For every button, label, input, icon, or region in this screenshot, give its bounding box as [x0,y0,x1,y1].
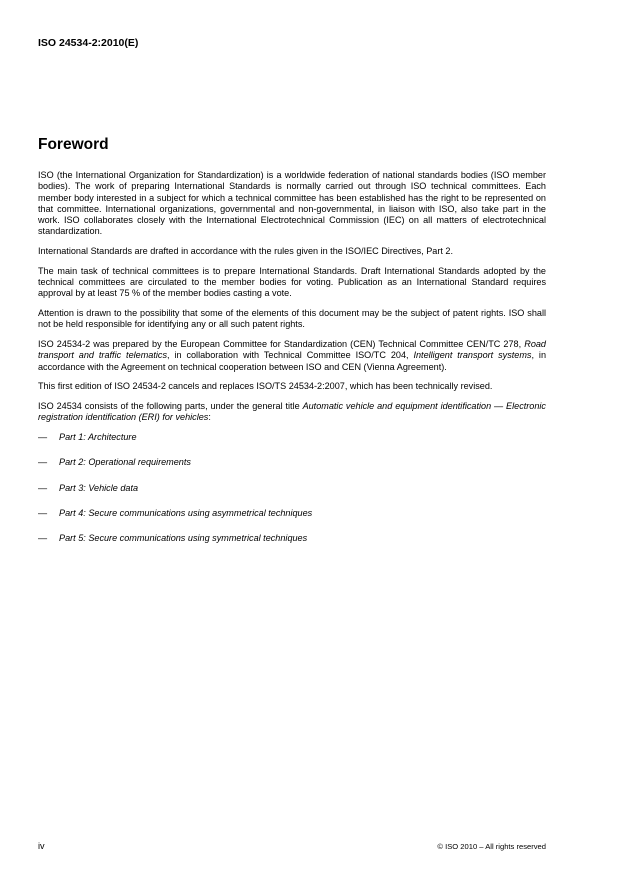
dash-bullet: — [38,432,48,443]
part-label: Part 4: Secure communications using asymmetrical techniques [59,507,313,518]
paragraph-committees: The main task of technical committees is to prepare International Standards. Draft International Standards adopted by the technical committees are circulated to the member bodies for voting. Publication as an International Standard requires approval by at least 75 % of the member bodies casting a vote. [38,265,546,299]
page-title: Foreword [38,136,109,153]
dash-bullet: — [38,457,48,468]
prepared-by-text-2: , in collaboration with Technical Committee ISO/TC 204, [167,350,414,361]
document-id-header: ISO 24534-2:2010(E) [38,37,139,49]
prepared-by-text-1: ISO 24534-2 was prepared by the European Committee for Standardization (CEN) Technical Committee CEN/TC 278, [38,339,525,350]
dash-bullet: — [38,482,48,493]
paragraph-patent-rights: Attention is drawn to the possibility that some of the elements of this document may be the subject of patent rights. ISO shall not be held responsible for identifying any or all such patent rights. [38,308,546,330]
paragraph-parts-intro [38,401,546,424]
prepared-by-text-3: , in accordance with the Agreement on technical cooperation between ISO and CEN (Vienna Agreement). [38,350,546,372]
list-item [38,457,546,468]
parts-intro-text: ISO 24534 consists of the following parts, under the general title [38,401,303,412]
list-item [38,508,546,519]
paragraph-directives: International Standards are drafted in accordance with the rules given in the ISO/IEC Directives, Part 2. [38,246,453,257]
committee-title-iso: Intelligent transport systems [413,350,532,361]
paragraph-iso-intro: ISO (the International Organization for Standardization) is a worldwide federation of national standards bodies (ISO member bodies). The work of preparing International Standards is normally carried out through ISO technical committees. Each member body interested in a subject for which a technical committee has been established has the right to be represented on that committee. International organizations, governmental and non-governmental, in liaison with ISO, also take part in the work. ISO collaborates closely with the International Electrotechnical Commission (IEC) on all matters of electrotechnical standardization. [38,170,546,237]
foreword-body [38,170,546,559]
list-item [38,432,546,443]
paragraph-prepared-by [38,339,546,373]
dash-bullet: — [38,507,48,518]
part-label: Part 2: Operational requirements [59,457,191,468]
parts-list [38,432,546,544]
parts-intro-colon: : [208,412,211,423]
general-title: Automatic vehicle and equipment identification — Electronic registration identification (ERI) for vehicles [38,401,546,423]
dash-bullet: — [38,533,48,544]
part-label: Part 3: Vehicle data [59,482,139,493]
list-item [38,483,546,494]
committee-title-cen: Road transport and traffic telematics [38,339,546,361]
paragraph-edition: This first edition of ISO 24534-2 cancels and replaces ISO/TS 24534-2:2007, which has been technically revised. [38,381,493,392]
part-label: Part 1: Architecture [59,432,137,443]
list-item [38,533,546,544]
page-number: iv [38,841,45,851]
copyright-notice: © ISO 2010 – All rights reserved [437,842,546,851]
part-label: Part 5: Secure communications using symmetrical techniques [59,533,308,544]
